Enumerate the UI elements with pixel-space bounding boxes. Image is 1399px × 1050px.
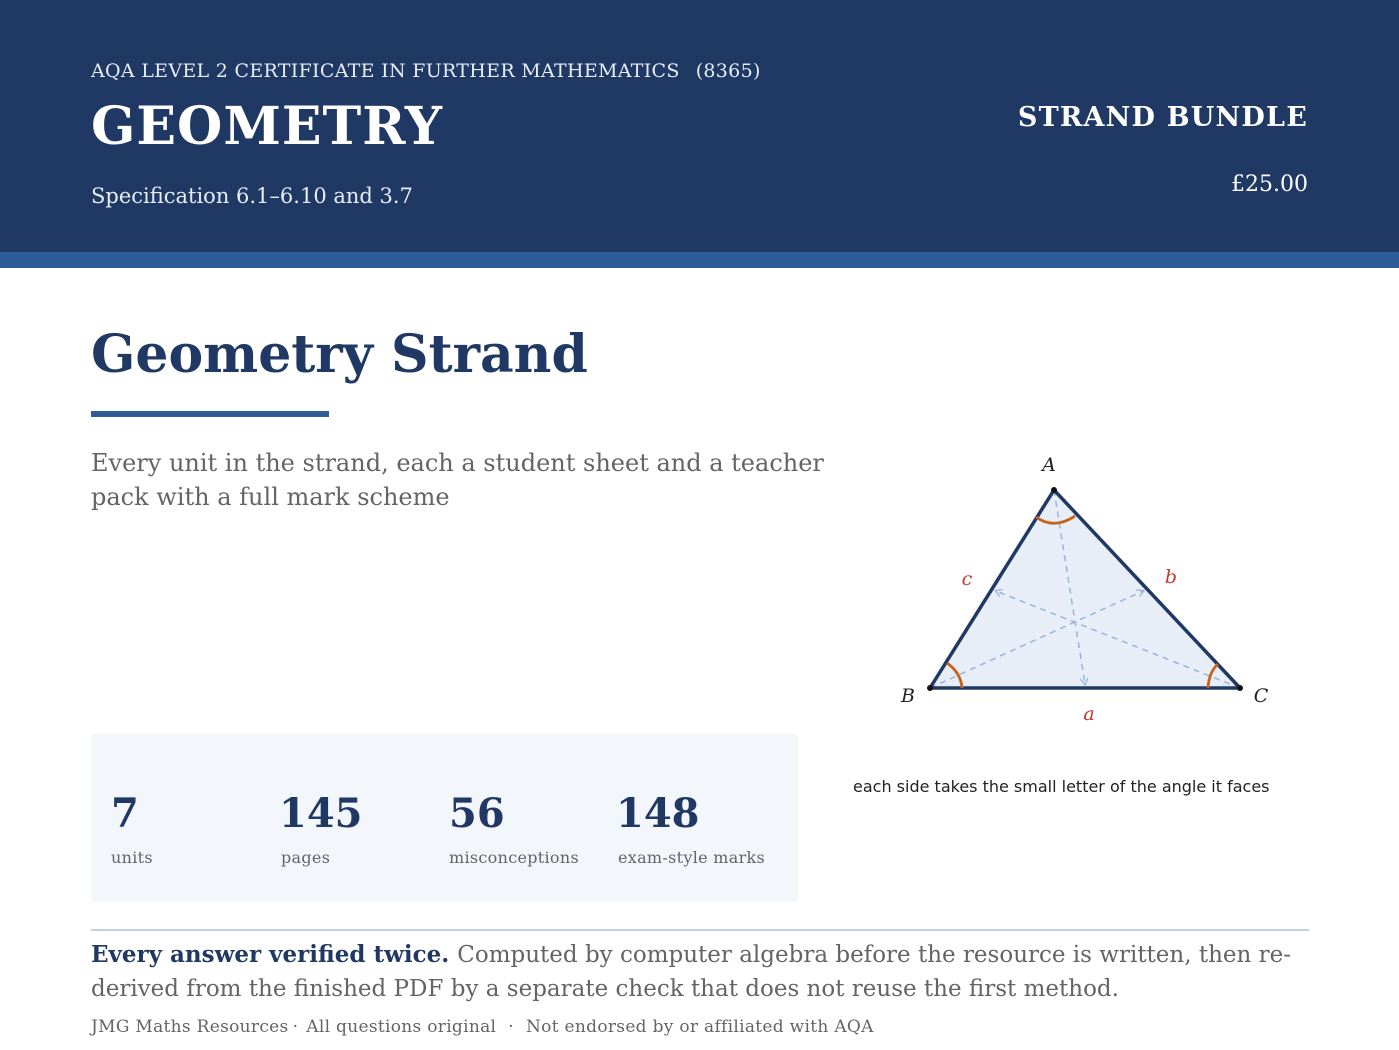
qualification-name: AQA LEVEL 2 CERTIFICATE IN FURTHER MATHEMATICS (91, 60, 680, 82)
qualification-line (91, 60, 761, 82)
vertex-label-a: A (1042, 454, 1056, 476)
header-accent-stripe (0, 252, 1399, 268)
vertex-point-c (1237, 685, 1243, 691)
side-label-b: b (1164, 566, 1178, 588)
strand-title: Geometry Strand (91, 324, 588, 385)
bundle-label: STRAND BUNDLE (1017, 102, 1308, 133)
stat-label: pages (281, 848, 331, 867)
figure-caption: each side takes the small letter of the angle it faces (853, 777, 1270, 796)
footer-publisher: JMG Maths Resources (91, 1017, 289, 1037)
triangle-diagram (850, 440, 1310, 740)
verification-note (91, 938, 1321, 1006)
stats-panel (91, 734, 798, 902)
section-divider (91, 929, 1309, 931)
stat-value: 56 (449, 790, 505, 837)
vertex-point-b (927, 685, 933, 691)
side-label-c: c (961, 568, 973, 590)
price: £25.00 (1231, 172, 1308, 197)
stat-label: misconceptions (449, 848, 579, 867)
stat-value: 148 (616, 790, 700, 837)
stat-label: exam-style marks (618, 848, 766, 867)
stat-value: 145 (279, 790, 363, 837)
specification-reference: Specification 6.1–6.10 and 3.7 (91, 184, 413, 208)
title-underline (91, 411, 329, 417)
intro-text: Every unit in the strand, each a student sheet and a teacher pack with a full mark scheme (91, 449, 824, 511)
footer-disclaimer: Not endorsed by or affiliated with AQA (526, 1017, 874, 1037)
verification-text: Computed by computer algebra before the resource is written, then re-derived from the finished PDF by a separate check that does not reuse the first method. (91, 942, 1292, 1002)
vertex-label-c: C (1253, 685, 1269, 707)
vertex-point-a (1051, 487, 1057, 493)
footer-separator: · (508, 1017, 514, 1037)
verification-lead: Every answer verified twice. (91, 941, 450, 968)
page-title: GEOMETRY (91, 96, 443, 157)
triangle-face (930, 490, 1240, 688)
vertex-label-b: B (901, 685, 915, 707)
qualification-code: (8365) (695, 60, 761, 82)
footer-separator: · (292, 1017, 299, 1037)
stat-label: units (111, 848, 153, 867)
side-label-a: a (1083, 703, 1095, 725)
stat-value: 7 (111, 790, 139, 837)
footer-original: All questions original (306, 1017, 497, 1037)
footer (91, 1017, 874, 1037)
